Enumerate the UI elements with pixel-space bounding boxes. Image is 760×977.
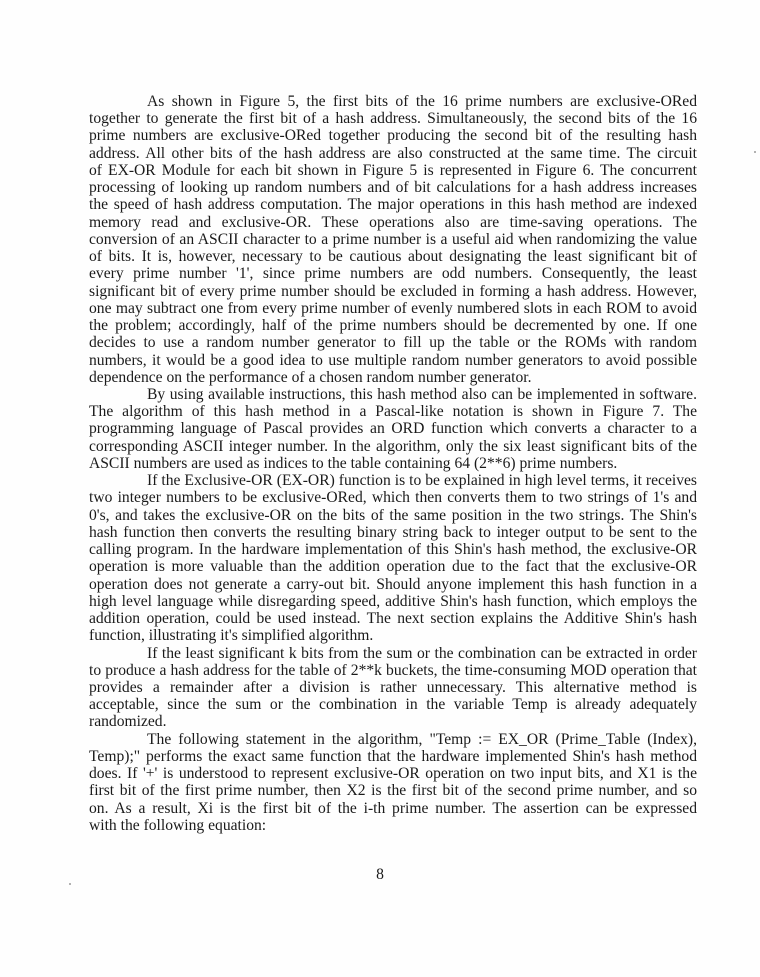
text-line: to produce a hash address for the table of 2**k buckets, the time-consuming MOD operation that <box>89 661 697 679</box>
body-text <box>89 93 697 834</box>
text-line: As shown in Figure 5, the first bits of the 16 prime numbers are exclusive-ORed <box>147 93 697 110</box>
paragraph <box>89 93 697 386</box>
text-line: address. All other bits of the hash address are also constructed at the same time. The circuit <box>89 144 697 162</box>
text-line: decides to use a random number generator to fill up the table or the ROMs with random <box>89 334 697 352</box>
text-line: two integer numbers to be exclusive-ORed, which then converts them to two strings of 1's and <box>89 489 697 507</box>
text-line: with the following equation: <box>89 816 267 834</box>
text-line: corresponding ASCII integer number. In the algorithm, only the six least significant bits of the <box>89 437 697 455</box>
text-line: significant bit of every prime number should be excluded in forming a hash address. However, <box>89 282 697 300</box>
text-line: randomized. <box>89 713 167 731</box>
scan-speck <box>754 151 756 153</box>
text-line: high level language while disregarding speed, additive Shin's hash function, which employs the <box>89 592 697 610</box>
text-line: operation does not generate a carry-out bit. Should anyone implement this hash function in a <box>89 575 697 593</box>
text-line: conversion of an ASCII character to a prime number is a useful aid when randomizing the value <box>89 230 697 248</box>
text-line: programming language of Pascal provides an ORD function which converts a character to a <box>89 420 697 438</box>
text-line: does. If '+' is understood to represent exclusive-OR operation on two input bits, and X1 is the <box>89 765 697 783</box>
text-line: addition operation, could be used instead. The next section explains the Additive Shin's hash <box>89 610 697 628</box>
scan-speck <box>69 883 71 885</box>
text-line: of EX-OR Module for each bit shown in Figure 5 is represented in Figure 6. The concurrent <box>89 161 697 179</box>
text-line: operation is more valuable than the addition operation due to the fact that the exclusive-OR <box>89 558 697 576</box>
text-line: one may subtract one from every prime number of evenly numbered slots in each ROM to avoid <box>89 299 697 317</box>
text-line: together to generate the first bit of a hash address. Simultaneously, the second bits of the 16 <box>89 110 697 128</box>
text-line: calling program. In the hardware implementation of this Shin's hash method, the exclusive-OR <box>89 541 697 559</box>
text-line: the problem; accordingly, half of the prime numbers should be decremented by one. If one <box>89 317 697 335</box>
text-line: 0's, and takes the exclusive-OR on the bits of the same position in the two strings. The Shin's <box>89 506 697 524</box>
paragraph <box>89 472 697 644</box>
text-line: first bit of the first prime number, then X2 is the first bit of the second prime number, and so <box>89 782 697 800</box>
text-line: If the Exclusive-OR (EX-OR) function is to be explained in high level terms, it receives <box>147 472 697 490</box>
text-line: Temp);" performs the exact same function that the hardware implemented Shin's hash method <box>89 747 697 765</box>
text-line: provides a remainder after a division is rather unnecessary. This alternative method is <box>89 678 697 696</box>
text-line: By using available instructions, this hash method also can be implemented in software. <box>147 385 697 403</box>
text-line: every prime number '1', since prime numbers are odd numbers. Consequently, the least <box>89 265 697 283</box>
text-line: dependence on the performance of a chosen random number generator. <box>89 368 532 386</box>
text-line: hash function then converts the resulting binary string back to integer output to be sent to the <box>89 523 697 541</box>
text-line: If the least significant k bits from the sum or the combination can be extracted in order <box>147 644 697 662</box>
text-line: The following statement in the algorithm, "Temp := EX_OR (Prime_Table (Index), <box>147 730 697 748</box>
paragraph <box>89 645 697 731</box>
text-line: acceptable, since the sum or the combination in the variable Temp is already adequately <box>89 696 697 714</box>
text-line: of bits. It is, however, necessary to be cautious about designating the least significant bit of <box>89 248 697 266</box>
text-line: ASCII numbers are used as indices to the table containing 64 (2**6) prime numbers. <box>89 454 618 472</box>
page-number: 8 <box>376 866 384 883</box>
paragraph <box>89 731 697 834</box>
text-line: function, illustrating it's simplified algorithm. <box>89 627 374 645</box>
text-line: numbers, it would be a good idea to use multiple random number generators to avoid possible <box>89 351 697 369</box>
text-line: memory read and exclusive-OR. These operations also are time-saving operations. The <box>89 213 697 231</box>
text-line: on. As a result, Xi is the first bit of the i-th prime number. The assertion can be expressed <box>89 799 697 817</box>
text-line: processing of looking up random numbers and of bit calculations for a hash address increases <box>89 179 697 197</box>
text-line: the speed of hash address computation. The major operations in this hash method are indexed <box>89 196 697 214</box>
text-line: The algorithm of this hash method in a Pascal-like notation is shown in Figure 7. The <box>89 403 697 421</box>
paragraph <box>89 386 697 472</box>
text-line: prime numbers are exclusive-ORed together producing the second bit of the resulting hash <box>89 127 697 145</box>
